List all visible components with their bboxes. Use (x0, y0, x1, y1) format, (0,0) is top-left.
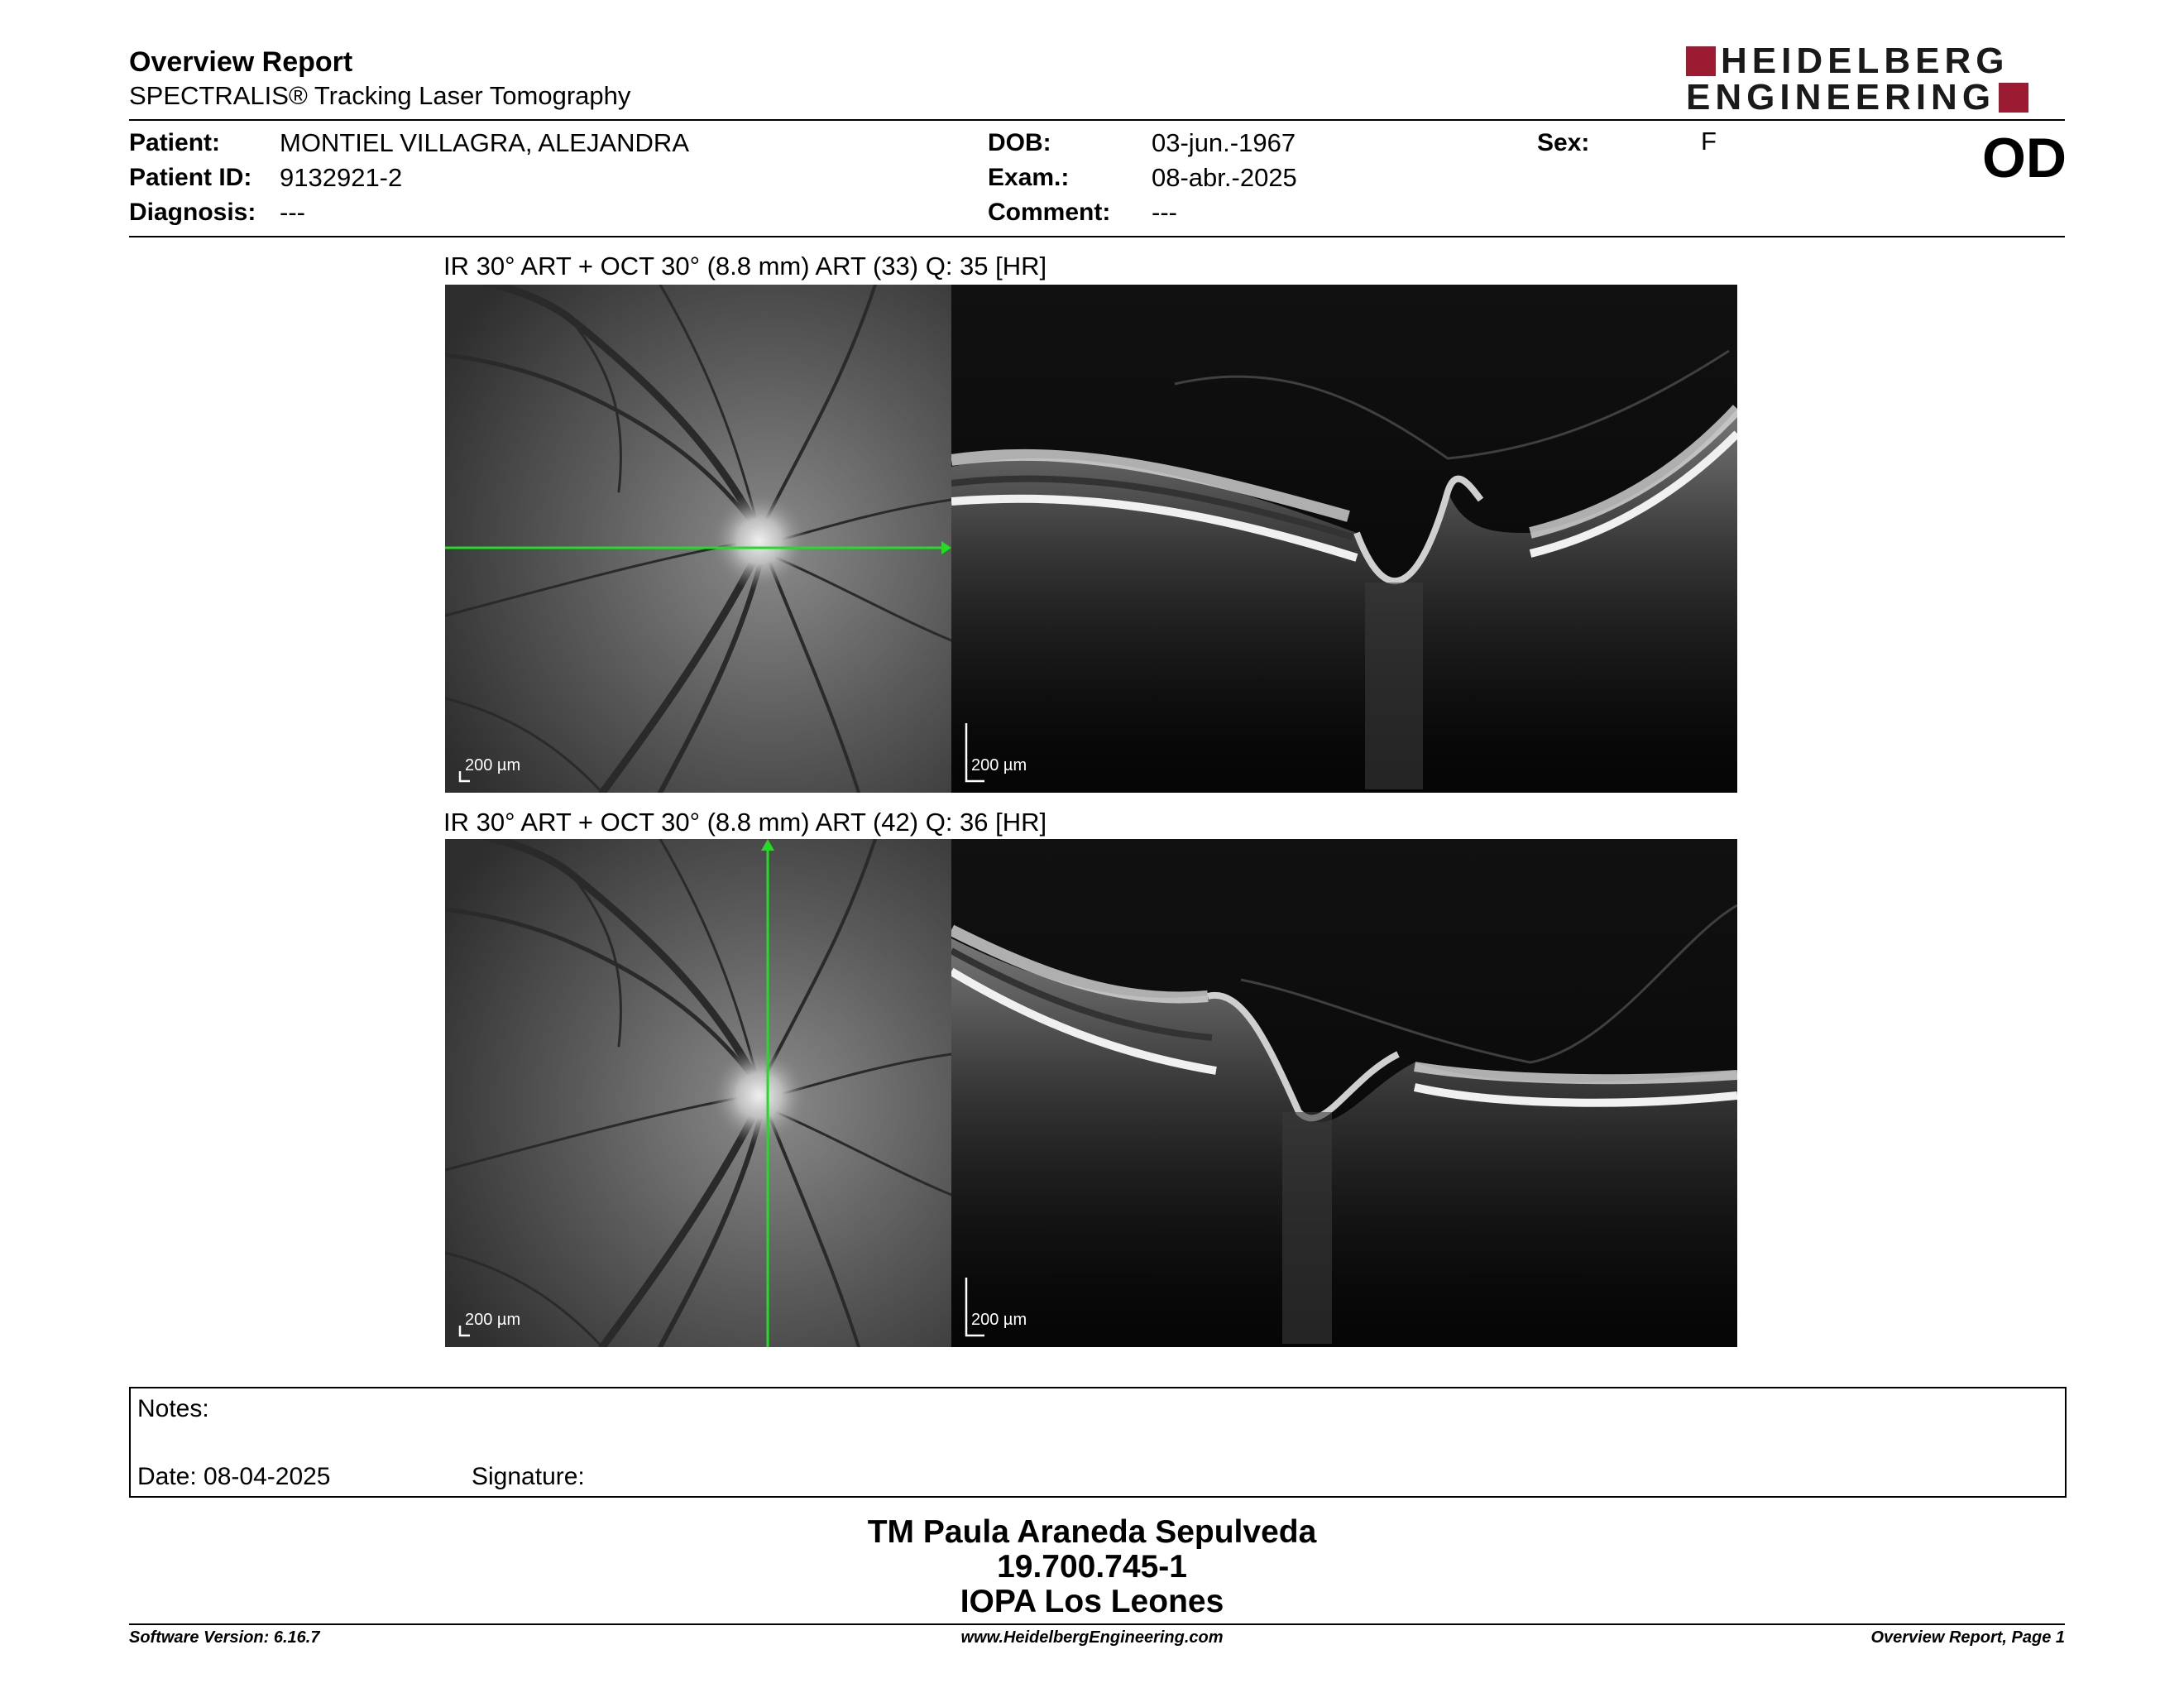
comment-value: --- (1152, 198, 1177, 227)
footer-divider (129, 1623, 2065, 1625)
software-version: Software Version: 6.16.7 (129, 1628, 320, 1647)
signer-id: 19.700.745-1 (997, 1549, 1187, 1585)
dob-label: DOB: (988, 129, 1051, 156)
report-subtitle: SPECTRALIS® Tracking Laser Tomography (129, 81, 631, 110)
patient-name: MONTIEL VILLAGRA, ALEJANDRA (280, 128, 690, 157)
scan-1-title: IR 30° ART + OCT 30° (8.8 mm) ART (33) Q: 35 [HR] (443, 252, 1047, 281)
scan-2-fundus-image (445, 839, 951, 1347)
scan-2-ir-scale-label: 200 µm (465, 1311, 521, 1329)
logo-square-right (1999, 83, 2028, 113)
patient-divider (129, 236, 2065, 237)
scan-2-oct-scale-label: 200 µm (971, 1311, 1027, 1329)
diagnosis-value: --- (280, 198, 305, 227)
exam-value: 08-abr.-2025 (1152, 163, 1297, 192)
sex-label: Sex: (1537, 129, 1590, 156)
exam-label: Exam.: (988, 164, 1070, 191)
signer-org: IOPA Los Leones (960, 1584, 1224, 1619)
patient-id: 9132921-2 (280, 163, 403, 192)
notes-box (129, 1387, 2067, 1498)
eye-indicator: OD (1982, 127, 2067, 189)
logo-line2: ENGINEERING (1686, 77, 1996, 117)
diagnosis-label: Diagnosis: (129, 199, 256, 226)
scan-1-oct-scale-label: 200 µm (971, 756, 1027, 774)
report-title: Overview Report (129, 46, 353, 78)
scan-1-oct-image (951, 285, 1737, 793)
page-indicator: Overview Report, Page 1 (1870, 1628, 2065, 1647)
signer-name: TM Paula Araneda Sepulveda (867, 1514, 1317, 1550)
scan-1-panel (445, 285, 1737, 793)
comment-label: Comment: (988, 199, 1111, 226)
dob-value: 03-jun.-1967 (1152, 128, 1296, 157)
notes-label: Notes: (137, 1395, 209, 1422)
patient-id-label: Patient ID: (129, 164, 252, 191)
logo-line1: HEIDELBERG (1721, 41, 2009, 81)
scan-1-fundus-image (445, 285, 951, 793)
scan-2-panel (445, 839, 1737, 1347)
header-divider (129, 119, 2065, 121)
website-link[interactable]: www.HeidelbergEngineering.com (960, 1628, 1224, 1647)
scan-1-ir-scale-label: 200 µm (465, 756, 521, 774)
date-label: Date: 08-04-2025 (137, 1463, 331, 1490)
scan-2-title: IR 30° ART + OCT 30° (8.8 mm) ART (42) Q: 36 [HR] (443, 808, 1047, 837)
scan-2-oct-image (951, 839, 1737, 1347)
patient-label: Patient: (129, 129, 221, 156)
sex-value: F (1701, 127, 1717, 156)
logo-square-left (1686, 46, 1716, 76)
signature-label: Signature: (472, 1463, 585, 1490)
